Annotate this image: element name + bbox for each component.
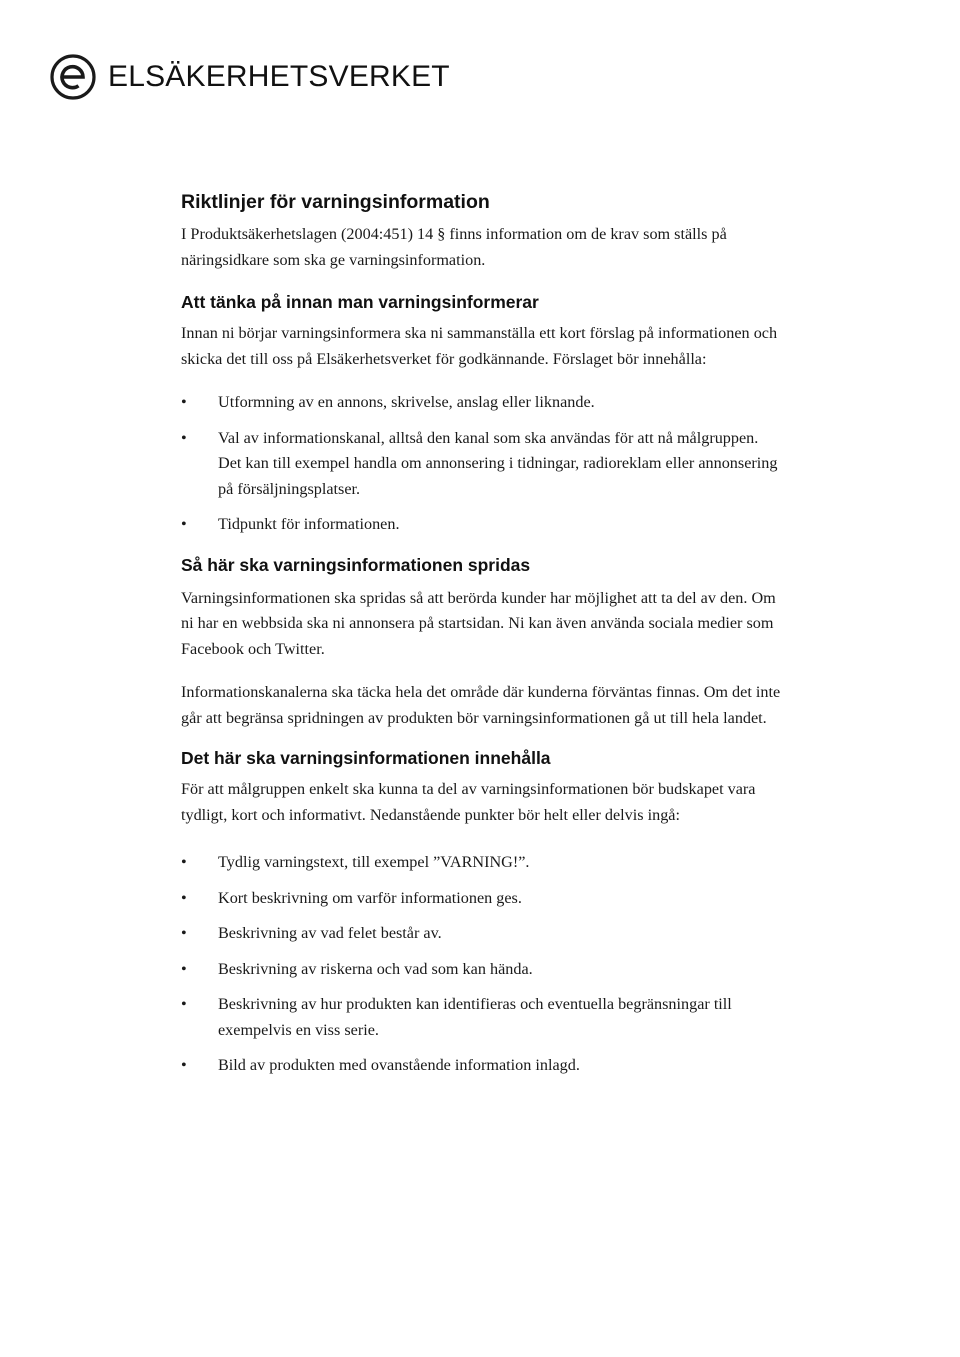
- list-item: [181, 390, 781, 416]
- bullet-icon: •: [181, 853, 187, 871]
- elsakerhetsverket-logo-icon: [50, 54, 96, 100]
- preparation-paragraph: Innan ni börjar varningsinformera ska ni sammanställa ett kort förslag på informationen och skicka det till oss på Elsäkerhetsverket för godkännande. Förslaget bör innehålla:: [181, 324, 778, 368]
- section-heading-distribution: Så här ska varningsinformationen spridas: [181, 554, 531, 575]
- list-item-text: Tidpunkt för informationen.: [218, 515, 400, 533]
- section-heading-contents: Det här ska varningsinformationen innehålla: [181, 748, 551, 768]
- bullet-icon: •: [181, 888, 187, 907]
- intro-paragraph: I Produktsäkerhetslagen (2004:451) 14 § finns information om de krav som ställs på näringsidkare som ska ge varningsinformation.: [181, 225, 727, 269]
- list-item-text: Utformning av en annons, skrivelse, anslag eller liknande.: [218, 393, 595, 411]
- list-item-text: Bild av produkten med ovanstående information inlagd.: [218, 1056, 580, 1074]
- bullet-icon: •: [181, 995, 187, 1013]
- page-title: Riktlinjer för varningsinformation: [181, 191, 490, 213]
- distribution-paragraph-2: Informationskanalerna ska täcka hela det område där kunderna förväntas finnas. Om det inte går att begränsa spridningen av produkten bör varningsinformationen gå ut till hela landet.: [181, 683, 781, 727]
- bullet-icon: •: [181, 515, 187, 533]
- list-item: [181, 512, 781, 538]
- list-item-text: Beskrivning av hur produkten kan identifieras och eventuella begränsningar till exempelvis en viss serie.: [218, 995, 732, 1039]
- bullet-icon: •: [181, 1056, 187, 1074]
- list-item-text: Val av informationskanal, alltså den kanal som ska användas för att nå målgruppen. Det kan till exempel handla om annonsering i tidningar, radioreklam eller annonsering på försäljningsplatser.: [218, 428, 778, 498]
- warning-contents-list: [181, 850, 781, 1079]
- logo: [50, 52, 450, 102]
- list-item-text: Kort beskrivning om varför informationen ges.: [218, 888, 522, 907]
- section-heading-preparation: Att tänka på innan man varningsinformerar: [181, 292, 539, 312]
- list-item-text: Beskrivning av vad felet består av.: [218, 924, 442, 942]
- list-item: [181, 1053, 781, 1079]
- list-item: [181, 992, 781, 1043]
- bullet-icon: •: [181, 393, 187, 411]
- list-item: [181, 921, 781, 947]
- logo-text: ELSÄKERHETSVERKET: [108, 60, 450, 93]
- list-item: [181, 886, 781, 912]
- bullet-icon: •: [181, 959, 187, 978]
- list-item: [181, 850, 781, 876]
- bullet-icon: •: [181, 428, 187, 447]
- list-item: [181, 957, 781, 983]
- contents-paragraph: För att målgruppen enkelt ska kunna ta del av varningsinformationen bör budskapet vara tydligt, kort och informativt. Nedanstående punkter bör helt eller delvis ingå:: [181, 780, 756, 824]
- document-body: [181, 188, 781, 1079]
- proposal-contents-list: [181, 390, 781, 538]
- bullet-icon: •: [181, 924, 187, 942]
- list-item: [181, 426, 781, 503]
- distribution-paragraph-1: Varningsinformationen ska spridas så att berörda kunder har möjlighet att ta del av den. Om ni har en webbsida ska ni annonsera på startsidan. Ni kan även använda sociala medier som Facebook och Twitter.: [181, 588, 776, 658]
- list-item-text: Tydlig varningstext, till exempel ”VARNING!”.: [218, 853, 530, 871]
- list-item-text: Beskrivning av riskerna och vad som kan hända.: [218, 959, 533, 978]
